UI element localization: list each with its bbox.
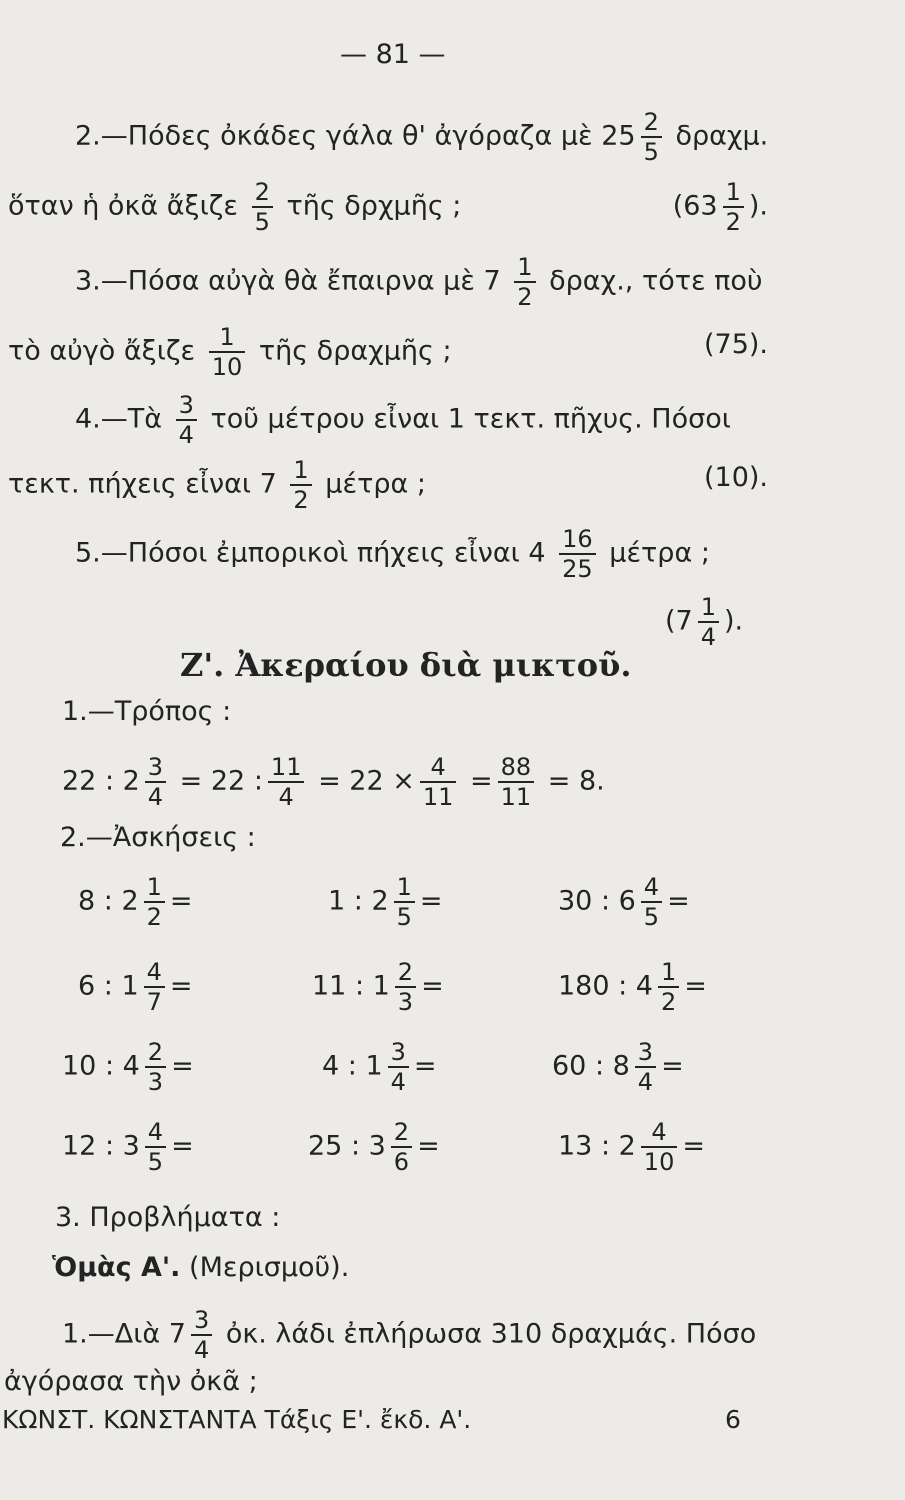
exercise: 30 : 6 $\frac{4}{5}$ = [558,873,690,931]
exercise: 1 : 2 $\frac{1}{5}$ = [328,873,443,931]
fraction: $\frac{1}{2}$ [514,255,535,309]
answer: (75). [703,329,768,360]
problem-5-answer: (7 $\frac{1}{4}$ ). [665,593,744,651]
fraction: $\frac{2}{5}$ [641,110,662,164]
exercise: 25 : 3 $\frac{2}{6}$ = [308,1118,440,1176]
problems-label: 3. Προβλήματα : [55,1202,281,1233]
exercise: 12 : 3 $\frac{4}{5}$ = [62,1118,194,1176]
problem-line-2: ἀγόρασα τὴν ὀκᾶ ; [4,1366,258,1397]
problem-5-line-1: 5.—Πόσοι ἐμπορικοὶ πήχεις εἶναι 4 $\frac{16}{25}$ μέτρα ; [75,525,710,583]
exercise: 60 : 8 $\frac{3}{4}$ = [552,1038,684,1096]
answer: (10). [703,462,768,493]
method-equation: 22 : 2 $\frac{3}{4}$ = 22 : $\frac{11}{4}$ = 22 × $\frac{4}{11}$ = $\frac{88}{11}$ = 8. [62,753,605,811]
exercise: 13 : 2 $\frac{4}{10}$ = [558,1118,705,1176]
section-title: Ζ'. Ἀκεραίου διὰ μικτοῦ. [180,646,632,684]
problem-4-line-2: τεκτ. πήχεις εἶναι 7 $\frac{1}{2}$ μέτρα ; (10). [8,456,768,514]
problem-line-1: 1.—Διὰ 7 $\frac{3}{4}$ ὀκ. λάδι ἐπλήρωσα 310 δραχμάς. Πόσο [62,1306,757,1364]
method-label: 1.—Τρόπος : [62,696,232,727]
problem-3-line-1: 3.—Πόσα αὐγὰ θὰ ἔπαιρνα μὲ 7 $\frac{1}{2}$ δραχ., τότε ποὺ [75,253,763,311]
exercise: 10 : 4 $\frac{2}{3}$ = [62,1038,194,1096]
footer-signature: 6 [725,1405,741,1434]
exercise: 11 : 1 $\frac{2}{3}$ = [312,958,444,1016]
problem-4-line-1: 4.—Τὰ $\frac{3}{4}$ τοῦ μέτρου εἶναι 1 τεκτ. πῆχυς. Πόσοι [75,391,731,449]
problem-2-line-1: 2.—Πόδες ὀκάδες γάλα θ' ἀγόραζα μὲ 25 $\frac{2}{5}$ δραχμ. [75,108,769,166]
answer: (63 $\frac{1}{2}$ ). [672,178,768,236]
exercise: 8 : 2 $\frac{1}{2}$ = [78,873,193,931]
fraction: $\frac{16}{25}$ [559,527,596,581]
fraction: $\frac{3}{4}$ [176,393,197,447]
exercise: 180 : 4 $\frac{1}{2}$ = [558,958,707,1016]
fraction: $\frac{2}{5}$ [252,180,273,234]
footer-credit: ΚΩΝΣΤ. ΚΩΝΣΤΑΝΤΑ Τάξις Ε'. ἔκδ. Α'. [2,1405,472,1434]
problem-2-line-2: ὅταν ἡ ὀκᾶ ἄξιζε $\frac{2}{5}$ τῆς δρχμῆς ; (63 $\frac{1}{2}$ ). [8,178,768,236]
exercise: 6 : 1 $\frac{4}{7}$ = [78,958,193,1016]
fraction: $\frac{1}{10}$ [209,325,246,379]
exercises-label: 2.—Ἀσκήσεις : [60,822,256,853]
problem-3-line-2: τὸ αὐγὸ ἄξιζε $\frac{1}{10}$ τῆς δραχμῆς ; (75). [8,323,768,381]
group-heading: Ὁμὰς Α'. (Μερισμοῦ). [52,1252,350,1283]
page-number: — 81 — [340,39,446,70]
fraction: $\frac{1}{2}$ [290,458,311,512]
exercise: 4 : 1 $\frac{3}{4}$ = [322,1038,437,1096]
